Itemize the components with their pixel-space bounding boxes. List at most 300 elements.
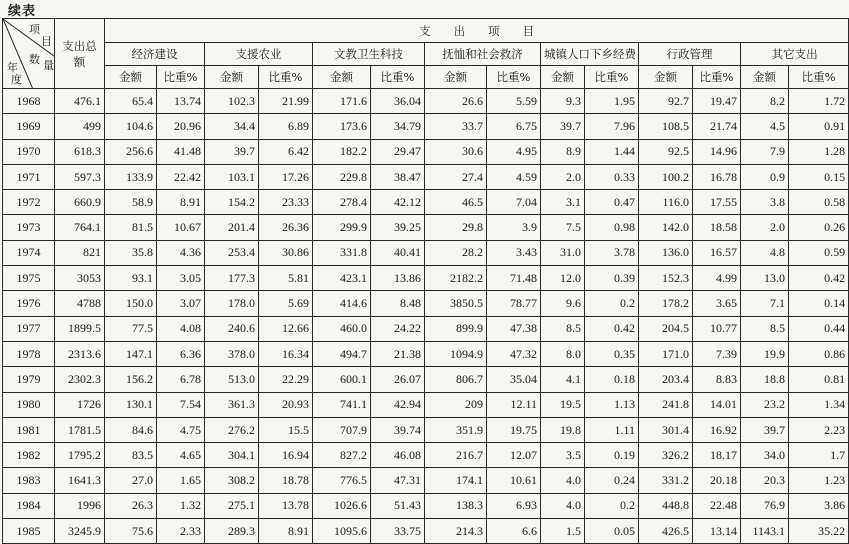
amount-cell: 204.5	[639, 316, 693, 341]
ratio-cell: 13.14	[693, 519, 741, 544]
amount-cell: 100.2	[639, 164, 693, 189]
amount-cell: 35.8	[105, 240, 157, 265]
ratio-cell: 0.05	[585, 519, 639, 544]
amount-cell: 18.8	[741, 367, 789, 392]
amount-cell: 19.9	[741, 341, 789, 366]
ratio-cell: 0.91	[789, 114, 849, 139]
amount-cell: 9.3	[541, 89, 585, 114]
amount-cell: 7.5	[541, 215, 585, 240]
amount-cell: 28.2	[425, 240, 487, 265]
ratio-cell: 1.13	[585, 392, 639, 417]
ratio-cell: 71.48	[487, 266, 541, 291]
ratio-cell: 34.79	[371, 114, 425, 139]
table-row	[3, 417, 849, 442]
ratio-cell: 0.44	[789, 316, 849, 341]
amount-cell: 2182.2	[425, 266, 487, 291]
amount-cell: 26.6	[425, 89, 487, 114]
table-row	[3, 164, 849, 189]
amount-cell: 103.1	[205, 164, 259, 189]
amount-cell: 3850.5	[425, 291, 487, 316]
ratio-cell: 8.48	[371, 291, 425, 316]
amount-cell: 171.6	[313, 89, 371, 114]
amount-cell: 81.5	[105, 215, 157, 240]
ratio-cell: 0.86	[789, 341, 849, 366]
ratio-cell: 1.65	[157, 468, 205, 493]
year-cell: 1980	[3, 392, 55, 417]
ratio-cell: 13.78	[259, 493, 313, 518]
amount-cell: 4.8	[741, 240, 789, 265]
ratio-cell: 26.36	[259, 215, 313, 240]
ratio-cell: 36.04	[371, 89, 425, 114]
ratio-cell: 4.08	[157, 316, 205, 341]
ratio-cell: 0.98	[585, 215, 639, 240]
amount-cell: 178.0	[205, 291, 259, 316]
ratio-cell: 12.11	[487, 392, 541, 417]
ratio-cell: 7.54	[157, 392, 205, 417]
total-cell: 499	[55, 114, 105, 139]
ratio-cell: 5.81	[259, 266, 313, 291]
ratio-column-header: 比重%	[585, 66, 639, 89]
ratio-cell: 2.33	[157, 519, 205, 544]
ratio-cell: 4.59	[487, 164, 541, 189]
amount-cell: 173.6	[313, 114, 371, 139]
ratio-cell: 38.47	[371, 164, 425, 189]
year-cell: 1969	[3, 114, 55, 139]
table-row	[3, 493, 849, 518]
ratio-cell: 39.25	[371, 215, 425, 240]
ratio-cell: 22.42	[157, 164, 205, 189]
ratio-cell: 6.89	[259, 114, 313, 139]
ratio-cell: 3.78	[585, 240, 639, 265]
ratio-cell: 1.11	[585, 417, 639, 442]
ratio-cell: 35.04	[487, 367, 541, 392]
amount-cell: 513.0	[205, 367, 259, 392]
amount-cell: 2.0	[541, 164, 585, 189]
amount-cell: 154.2	[205, 190, 259, 215]
ratio-column-header: 比重%	[789, 66, 849, 89]
ratio-column-header: 比重%	[487, 66, 541, 89]
ratio-cell: 0.39	[585, 266, 639, 291]
amount-cell: 8.5	[541, 316, 585, 341]
ratio-column-header: 比重%	[371, 66, 425, 89]
ratio-cell: 1.95	[585, 89, 639, 114]
amount-cell: 138.3	[425, 493, 487, 518]
amount-cell: 4.0	[541, 468, 585, 493]
amount-cell: 31.0	[541, 240, 585, 265]
ratio-cell: 6.36	[157, 341, 205, 366]
ratio-cell: 12.66	[259, 316, 313, 341]
ratio-cell: 2.23	[789, 417, 849, 442]
amount-cell: 448.8	[639, 493, 693, 518]
amount-cell: 331.2	[639, 468, 693, 493]
amount-cell: 93.1	[105, 266, 157, 291]
total-cell: 2313.6	[55, 341, 105, 366]
ratio-cell: 47.31	[371, 468, 425, 493]
amount-cell: 92.7	[639, 89, 693, 114]
ratio-cell: 3.86	[789, 493, 849, 518]
table-row	[3, 392, 849, 417]
ratio-cell: 10.61	[487, 468, 541, 493]
ratio-cell: 4.95	[487, 139, 541, 164]
ratio-cell: 0.26	[789, 215, 849, 240]
ratio-cell: 1.44	[585, 139, 639, 164]
amount-cell: 256.6	[105, 139, 157, 164]
ratio-column-header: 比重%	[157, 66, 205, 89]
amount-cell: 4.0	[541, 493, 585, 518]
amount-cell: 102.3	[205, 89, 259, 114]
ratio-cell: 1.7	[789, 443, 849, 468]
ratio-cell: 24.22	[371, 316, 425, 341]
amount-cell: 27.4	[425, 164, 487, 189]
amount-cell: 426.5	[639, 519, 693, 544]
ratio-cell: 29.47	[371, 139, 425, 164]
ratio-cell: 21.38	[371, 341, 425, 366]
table-row	[3, 443, 849, 468]
ratio-cell: 39.74	[371, 417, 425, 442]
amount-cell: 299.9	[313, 215, 371, 240]
ratio-cell: 16.92	[693, 417, 741, 442]
total-cell: 3053	[55, 266, 105, 291]
amount-cell: 278.4	[313, 190, 371, 215]
ratio-cell: 15.5	[259, 417, 313, 442]
ratio-cell: 1.34	[789, 392, 849, 417]
ratio-cell: 19.47	[693, 89, 741, 114]
ratio-cell: 1.23	[789, 468, 849, 493]
amount-cell: 150.0	[105, 291, 157, 316]
ratio-cell: 13.74	[157, 89, 205, 114]
ratio-cell: 18.78	[259, 468, 313, 493]
table-row	[3, 89, 849, 114]
table-row	[3, 190, 849, 215]
amount-cell: 289.3	[205, 519, 259, 544]
year-cell: 1978	[3, 341, 55, 366]
year-cell: 1979	[3, 367, 55, 392]
ratio-cell: 0.47	[585, 190, 639, 215]
year-cell: 1985	[3, 519, 55, 544]
table-row	[3, 468, 849, 493]
table-caption: 续表	[8, 4, 37, 19]
amount-cell: 351.9	[425, 417, 487, 442]
amount-cell: 275.1	[205, 493, 259, 518]
ratio-cell: 47.38	[487, 316, 541, 341]
corner-year-2: 度	[11, 73, 22, 86]
amount-cell: 65.4	[105, 89, 157, 114]
table-row	[3, 114, 849, 139]
amount-cell: 77.5	[105, 316, 157, 341]
amount-cell: 46.5	[425, 190, 487, 215]
total-cell: 1781.5	[55, 417, 105, 442]
ratio-cell: 22.48	[693, 493, 741, 518]
amount-cell: 216.7	[425, 443, 487, 468]
table-row	[3, 341, 849, 366]
amount-cell: 26.3	[105, 493, 157, 518]
table-body	[3, 89, 849, 544]
corner-qty-1: 数	[29, 53, 40, 66]
ratio-cell: 78.77	[487, 291, 541, 316]
ratio-cell: 14.96	[693, 139, 741, 164]
year-cell: 1974	[3, 240, 55, 265]
total-header: 支出总额	[55, 19, 105, 89]
amount-cell: 240.6	[205, 316, 259, 341]
amount-cell: 39.7	[205, 139, 259, 164]
amount-cell: 142.0	[639, 215, 693, 240]
category-header: 抚恤和社会救济	[425, 43, 541, 66]
table-row	[3, 139, 849, 164]
total-cell: 3245.9	[55, 519, 105, 544]
ratio-cell: 0.58	[789, 190, 849, 215]
total-cell: 1899.5	[55, 316, 105, 341]
amount-cell: 899.9	[425, 316, 487, 341]
year-cell: 1984	[3, 493, 55, 518]
year-cell: 1973	[3, 215, 55, 240]
ratio-cell: 4.99	[693, 266, 741, 291]
table-row	[3, 215, 849, 240]
year-cell: 1977	[3, 316, 55, 341]
amount-cell: 8.5	[741, 316, 789, 341]
category-header: 支援农业	[205, 43, 313, 66]
amount-cell: 600.1	[313, 367, 371, 392]
ratio-cell: 0.81	[789, 367, 849, 392]
ratio-cell: 3.43	[487, 240, 541, 265]
ratio-cell: 8.91	[259, 519, 313, 544]
ratio-cell: 6.75	[487, 114, 541, 139]
amount-cell: 423.1	[313, 266, 371, 291]
corner-header	[3, 19, 55, 89]
ratio-cell: 0.2	[585, 291, 639, 316]
amount-cell: 23.2	[741, 392, 789, 417]
amount-cell: 361.3	[205, 392, 259, 417]
category-header: 其它支出	[741, 43, 849, 66]
ratio-cell: 10.67	[157, 215, 205, 240]
amount-cell: 182.2	[313, 139, 371, 164]
corner-year-1: 年	[7, 61, 18, 74]
table-row	[3, 240, 849, 265]
ratio-cell: 5.69	[259, 291, 313, 316]
ratio-cell: 16.34	[259, 341, 313, 366]
total-cell: 1795.2	[55, 443, 105, 468]
amount-cell: 33.7	[425, 114, 487, 139]
amount-cell: 84.6	[105, 417, 157, 442]
amount-cell: 4.1	[541, 367, 585, 392]
ratio-cell: 3.07	[157, 291, 205, 316]
ratio-cell: 23.33	[259, 190, 313, 215]
ratio-cell: 1.72	[789, 89, 849, 114]
amount-cell: 104.6	[105, 114, 157, 139]
amount-cell: 20.3	[741, 468, 789, 493]
amount-column-header: 金额	[639, 66, 693, 89]
amount-cell: 1095.6	[313, 519, 371, 544]
amount-cell: 58.9	[105, 190, 157, 215]
ratio-cell: 4.75	[157, 417, 205, 442]
amount-cell: 171.0	[639, 341, 693, 366]
amount-cell: 39.7	[541, 114, 585, 139]
ratio-cell: 6.93	[487, 493, 541, 518]
amount-cell: 253.4	[205, 240, 259, 265]
ratio-cell: 26.07	[371, 367, 425, 392]
table-row	[3, 291, 849, 316]
ratio-cell: 16.94	[259, 443, 313, 468]
corner-item-2: 目	[41, 35, 52, 48]
ratio-cell: 42.94	[371, 392, 425, 417]
year-cell: 1972	[3, 190, 55, 215]
amount-cell: 156.2	[105, 367, 157, 392]
amount-cell: 276.2	[205, 417, 259, 442]
table-row	[3, 266, 849, 291]
ratio-cell: 21.74	[693, 114, 741, 139]
ratio-cell: 19.75	[487, 417, 541, 442]
amount-cell: 34.4	[205, 114, 259, 139]
ratio-cell: 0.24	[585, 468, 639, 493]
ratio-cell: 47.32	[487, 341, 541, 366]
amount-cell: 27.0	[105, 468, 157, 493]
subheader-row	[3, 66, 849, 89]
ratio-cell: 7.96	[585, 114, 639, 139]
amount-cell: 2.0	[741, 215, 789, 240]
amount-column-header: 金额	[425, 66, 487, 89]
amount-column-header: 金额	[313, 66, 371, 89]
amount-cell: 331.8	[313, 240, 371, 265]
category-header: 城镇人口下乡经费	[541, 43, 639, 66]
ratio-cell: 20.93	[259, 392, 313, 417]
amount-cell: 414.6	[313, 291, 371, 316]
amount-cell: 1094.9	[425, 341, 487, 366]
amount-cell: 13.0	[741, 266, 789, 291]
amount-cell: 827.2	[313, 443, 371, 468]
amount-cell: 92.5	[639, 139, 693, 164]
ratio-cell: 8.91	[157, 190, 205, 215]
ratio-cell: 42.12	[371, 190, 425, 215]
ratio-cell: 3.9	[487, 215, 541, 240]
ratio-cell: 0.42	[585, 316, 639, 341]
amount-cell: 19.8	[541, 417, 585, 442]
ratio-cell: 12.07	[487, 443, 541, 468]
amount-cell: 308.2	[205, 468, 259, 493]
year-cell: 1971	[3, 164, 55, 189]
ratio-cell: 18.17	[693, 443, 741, 468]
ratio-cell: 7.04	[487, 190, 541, 215]
amount-cell: 147.1	[105, 341, 157, 366]
ratio-cell: 46.08	[371, 443, 425, 468]
corner-qty-2: 量	[43, 59, 54, 72]
ratio-cell: 17.26	[259, 164, 313, 189]
ratio-cell: 30.86	[259, 240, 313, 265]
year-cell: 1975	[3, 266, 55, 291]
year-cell: 1970	[3, 139, 55, 164]
amount-cell: 0.9	[741, 164, 789, 189]
amount-column-header: 金额	[205, 66, 259, 89]
category-header: 经济建设	[105, 43, 205, 66]
amount-cell: 201.4	[205, 215, 259, 240]
expenditure-group-header: 支 出 项 目	[105, 19, 849, 43]
amount-cell: 7.1	[741, 291, 789, 316]
amount-cell: 83.5	[105, 443, 157, 468]
amount-cell: 8.0	[541, 341, 585, 366]
amount-cell: 378.0	[205, 341, 259, 366]
amount-cell: 8.9	[541, 139, 585, 164]
amount-cell: 152.3	[639, 266, 693, 291]
expenditure-table	[2, 18, 849, 544]
total-cell: 2302.3	[55, 367, 105, 392]
ratio-cell: 4.36	[157, 240, 205, 265]
total-cell: 1996	[55, 493, 105, 518]
amount-cell: 34.0	[741, 443, 789, 468]
ratio-cell: 22.29	[259, 367, 313, 392]
amount-cell: 130.1	[105, 392, 157, 417]
total-cell: 1726	[55, 392, 105, 417]
ratio-column-header: 比重%	[259, 66, 313, 89]
ratio-cell: 41.48	[157, 139, 205, 164]
amount-cell: 3.5	[541, 443, 585, 468]
amount-cell: 29.8	[425, 215, 487, 240]
amount-cell: 76.9	[741, 493, 789, 518]
amount-cell: 39.7	[741, 417, 789, 442]
amount-cell: 19.5	[541, 392, 585, 417]
amount-cell: 304.1	[205, 443, 259, 468]
amount-cell: 301.4	[639, 417, 693, 442]
total-cell: 821	[55, 240, 105, 265]
ratio-column-header: 比重%	[693, 66, 741, 89]
table-row	[3, 519, 849, 544]
ratio-cell: 0.35	[585, 341, 639, 366]
amount-cell: 214.3	[425, 519, 487, 544]
ratio-cell: 10.77	[693, 316, 741, 341]
ratio-cell: 51.43	[371, 493, 425, 518]
amount-cell: 229.8	[313, 164, 371, 189]
amount-column-header: 金额	[741, 66, 789, 89]
amount-cell: 209	[425, 392, 487, 417]
amount-cell: 203.4	[639, 367, 693, 392]
amount-cell: 116.0	[639, 190, 693, 215]
amount-cell: 136.0	[639, 240, 693, 265]
ratio-cell: 20.96	[157, 114, 205, 139]
amount-cell: 75.6	[105, 519, 157, 544]
amount-cell: 494.7	[313, 341, 371, 366]
amount-cell: 177.3	[205, 266, 259, 291]
category-header: 行政管理	[639, 43, 741, 66]
ratio-cell: 8.83	[693, 367, 741, 392]
amount-cell: 9.6	[541, 291, 585, 316]
ratio-cell: 3.65	[693, 291, 741, 316]
amount-cell: 8.2	[741, 89, 789, 114]
total-cell: 4788	[55, 291, 105, 316]
ratio-cell: 0.59	[789, 240, 849, 265]
amount-cell: 1143.1	[741, 519, 789, 544]
ratio-cell: 35.22	[789, 519, 849, 544]
year-cell: 1982	[3, 443, 55, 468]
corner-item-1: 项	[29, 23, 40, 36]
ratio-cell: 17.55	[693, 190, 741, 215]
ratio-cell: 0.14	[789, 291, 849, 316]
amount-cell: 178.2	[639, 291, 693, 316]
year-cell: 1968	[3, 89, 55, 114]
year-cell: 1983	[3, 468, 55, 493]
total-cell: 764.1	[55, 215, 105, 240]
table-row	[3, 316, 849, 341]
table-row	[3, 367, 849, 392]
amount-cell: 133.9	[105, 164, 157, 189]
amount-column-header: 金额	[541, 66, 585, 89]
amount-cell: 4.5	[741, 114, 789, 139]
ratio-cell: 0.18	[585, 367, 639, 392]
ratio-cell: 1.32	[157, 493, 205, 518]
amount-cell: 460.0	[313, 316, 371, 341]
ratio-cell: 0.42	[789, 266, 849, 291]
ratio-cell: 20.18	[693, 468, 741, 493]
amount-cell: 30.6	[425, 139, 487, 164]
ratio-cell: 0.33	[585, 164, 639, 189]
ratio-cell: 14.01	[693, 392, 741, 417]
year-cell: 1976	[3, 291, 55, 316]
